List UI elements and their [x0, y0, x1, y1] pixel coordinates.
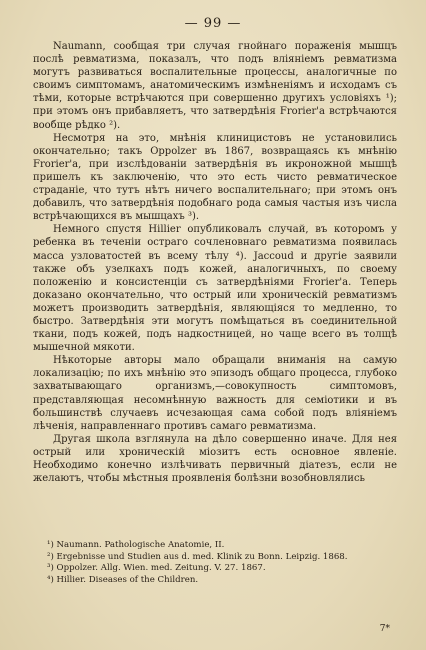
- footnote: ³) Oppolzer. Allg. Wien. med. Zeitung. V. 27. 1867.: [47, 563, 266, 574]
- paragraph: Нѣкоторые авторы мало обращали вниманія на самую локализацію; по ихъ мнѣнію это эпизодъ общаго процесса, глубоко захватывающаго организмъ,—совокупность симптомовъ, представляющая несомнѣнную важность для семіотики и въ большинствѣ случаевъ исчезающая сама собой подъ вліяніемъ лѣченія, направленнаго противъ самаго ревматизма.: [33, 355, 397, 432]
- page-number: — 99 —: [184, 16, 242, 31]
- footnote: ⁴) Hillier. Diseases of the Children.: [47, 574, 199, 585]
- paragraph: Naumann, сообщая три случая гнойнаго пораженія мышцъ послѣ ревматизма, показалъ, что подъ вліяніемъ ревматизма могутъ развиваться воспалительные процессы, аналогичные по своимъ симптомамъ, анатомическимъ измѣненіямъ и исходамъ съ тѣми, которые встрѣчаются при совершенно другихъ условіяхъ ¹); при этомъ онъ прибавляетъ, что затвердѣнія Frorier'а встрѣчаются вообще рѣдко ²).: [33, 41, 397, 131]
- paragraph: Несмотря на это, мнѣнія клиницистовъ не установились окончательно; такъ Oppolzer въ 1867, возвращаясь къ мнѣнію Frorier'а, при изслѣдованіи затвердѣнія въ икроножной мышцѣ пришелъ къ заключенію, что это есть чисто ревматическое страданіе, что тутъ нѣтъ ничего воспалительнаго; при этомъ онъ добавилъ, что затвердѣнія подобнаго рода самыя частыя изъ числа встрѣчающихся въ мышцахъ ³).: [33, 132, 397, 223]
- signature-mark: 7*: [379, 624, 390, 634]
- body-text: [33, 40, 397, 485]
- footnote: ¹) Naumann. Pathologische Anatomie, II.: [47, 540, 225, 550]
- footnote: ²) Ergebnisse und Studien aus d. med. Klinik zu Bonn. Leipzig. 1868.: [47, 551, 348, 562]
- footnotes: [33, 540, 397, 586]
- paragraph: Немного спустя Hillier опубликовалъ случай, въ которомъ у ребенка въ теченіи остраго сочленовнаго ревматизма появилась масса узловатостей въ всему тѣлу ⁴). Jaccoud и другіе заявили также объ узелкахъ подъ кожей, аналогичныхъ, по своему положенію и консистенціи съ затвердѣніями Frorier'а. Теперь доказано окончательно, что острый или хроническій ревматизмъ можетъ производить затвердѣнія, являющіяся то медленно, то быстро. Затвердѣнія эти могутъ помѣщаться въ соединительной ткани, подъ кожей, подъ надкостницей, но чаще всего въ толщѣ мышечной мякоти.: [33, 224, 397, 354]
- paragraph: Другая школа взглянула на дѣло совершенно иначе. Для нея острый или хроническій міозитъ есть основное явленіе. Необходимо конечно излѣчивать первичный діатезъ, если не желаютъ, чтобы мѣстныя проявленія болѣзни возобновлялись: [33, 433, 397, 485]
